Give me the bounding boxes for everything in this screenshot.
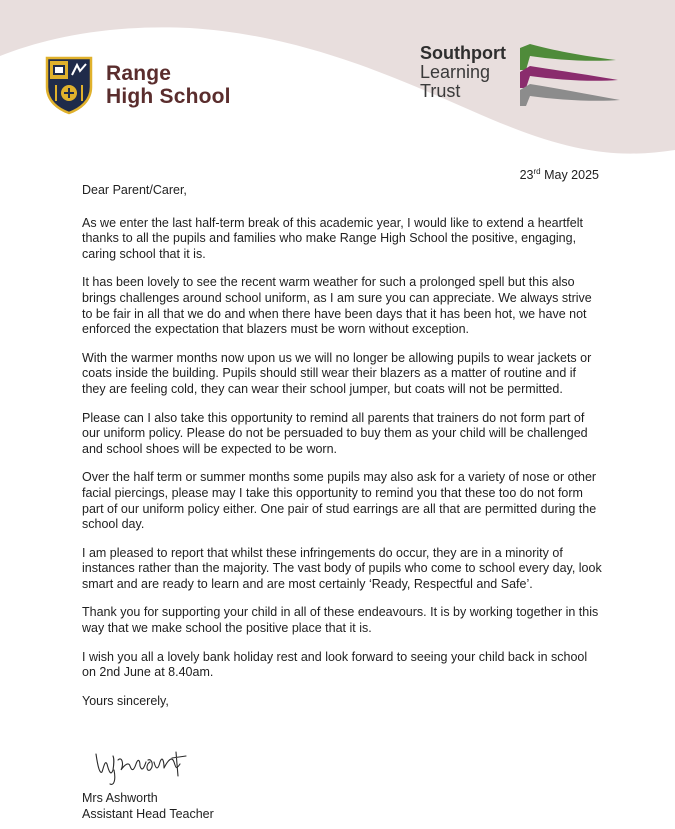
trust-name-line1: Southport: [420, 43, 506, 63]
paragraph-1: As we enter the last half-term break of this academic year, I would like to extend a heartfelt thanks to all the pupils and families who make Range High School the positive, engaging, caring school that it is.: [82, 215, 583, 261]
handwritten-signature: [92, 742, 192, 787]
paragraph-4: Please can I also take this opportunity to remind all parents that trainers do not form part of our uniform policy. Please do not be persuaded to buy them as your child will be challenged and school shoes will be expected to be worn.: [82, 410, 588, 456]
paragraph-2: It has been lovely to see the recent warm weather for such a prolonged spell but this also brings challenges around school uniform, as I am sure you can appreciate. We always strive to be fair in all that we do and when there have been days that it has been hot, we have not enforced the expectation that blazers must be worn without exception.: [82, 275, 592, 337]
letter-body: [82, 183, 602, 722]
date-rest: May 2025: [540, 168, 599, 183]
letter-date: [520, 167, 599, 182]
paragraph-3: With the warmer months now upon us we will no longer be allowing pupils to wear jackets or coats inside the building. Pupils should still wear their blazers as a matter of routine and if they are feeling cold, they can wear their school jumper, but coats will not be permitted.: [82, 350, 592, 396]
trust-name-line3: Trust: [420, 81, 461, 101]
paragraph-7: Thank you for supporting your child in all of these endeavours. It is by working together in this way that we make school the positive place that it is.: [82, 605, 599, 636]
greeting: Dear Parent/Carer,: [82, 183, 187, 197]
signer-title: Assistant Head Teacher: [82, 807, 214, 821]
school-logo: [44, 55, 231, 115]
trust-name-line2: Learning: [420, 62, 491, 82]
school-name-line2: High School: [106, 85, 231, 108]
signer-name: Mrs Ashworth: [82, 791, 158, 805]
school-name: [106, 62, 231, 108]
date-day: 23: [519, 168, 534, 183]
trust-swoosh-icon: [512, 44, 622, 106]
school-name-line1: Range: [106, 62, 172, 85]
signoff: Yours sincerely,: [82, 693, 169, 708]
trust-name: [420, 44, 506, 101]
trust-logo: [420, 44, 622, 106]
paragraph-6: I am pleased to report that whilst these infringements do occur, they are in a minority of instances rather than the majority. The vast body of pupils who come to school every day, look smart and are ready to learn and are most certainly ‘Ready, Respectful and Safe’.: [82, 545, 602, 591]
date-suffix: rd: [533, 167, 541, 176]
signer-block: [82, 790, 214, 822]
paragraph-8: I wish you all a lovely bank holiday rest and look forward to seeing your child back in school on 2nd June at 8.40am.: [82, 649, 588, 680]
school-crest-icon: [44, 55, 94, 115]
paragraph-5: Over the half term or summer months some pupils may also ask for a variety of nose or other facial piercings, please may I take this opportunity to remind you that these too do not form part of our uniform policy either. One pair of stud earrings are all that are permitted during the school day.: [82, 470, 597, 532]
